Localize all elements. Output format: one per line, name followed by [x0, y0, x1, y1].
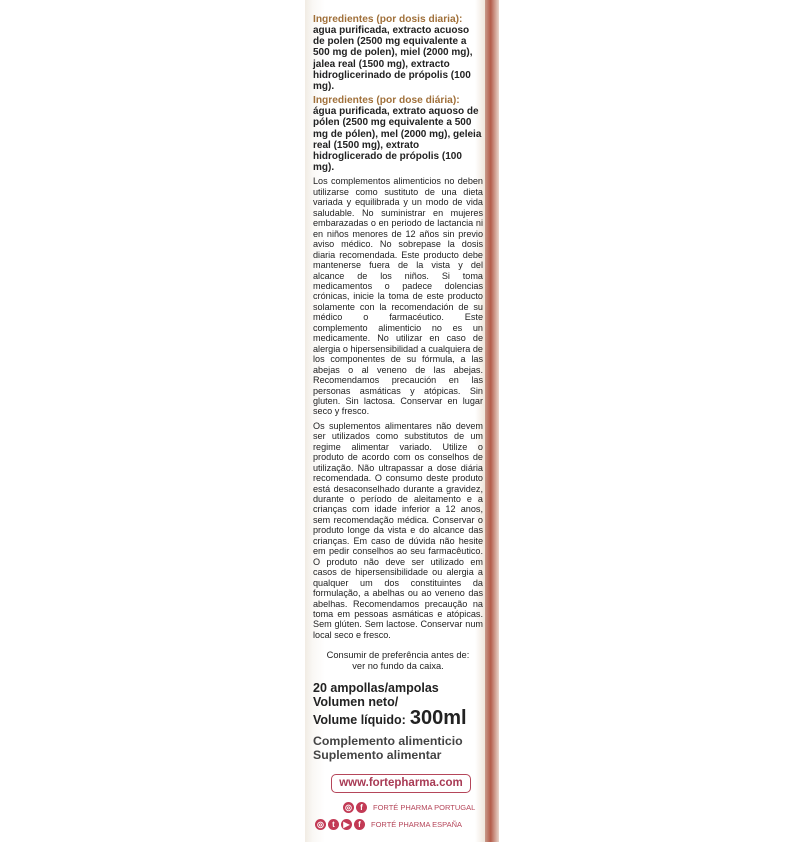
- social-label-portugal: FORTÉ PHARMA PORTUGAL: [373, 803, 476, 813]
- ingredients-title-es: Ingredientes (por dosis diaria):: [313, 14, 463, 25]
- ingredients-es: [313, 14, 483, 92]
- product-type-pt: Suplemento alimentar: [313, 747, 442, 762]
- warnings-pt: Os suplementos alimentares não devem ser utilizados como substitutos de um regime alimentar variado. Utilize o produto de acordo com os conselhos de utilização. Não ultrapassar a dose diária recomendada. O consumo deste produto está desaconselhado durante a gravidez, durante o período de aleitamento e a crianças com idade inferior a 12 anos, sem recomendação médica. Conservar o produto longe da vista e do alcance das crianças. Em caso de dúvida não hesite em pedir conselhos ao seu farmacêutico. O produto não deve ser utilizado em casos de hipersensibilidade ou alergia a qualquer um dos constituintes da formulação, a abelhas ou ao veneno das abelhas. Recomendamos precaução na toma em pessoas asmáticas e atópicas. Sem glúten. Sem lactose. Conservar num local seco e fresco.: [313, 420, 483, 640]
- social-portugal: [343, 802, 483, 813]
- ingredients-body-pt: água purificada, extrato aquoso de pólen (2500 mg equivalente a 500 mg de pólen), mel (2000 mg), geleia real (1500 mg), extrato hidroglicerado de própolis (100 mg).: [313, 106, 482, 174]
- instagram-icon[interactable]: ◎: [343, 802, 354, 813]
- ingredients-body-es: agua purificada, extracto acuoso de polen (2500 mg equivalente a 500 mg de polen), miel (2000 mg), jalea real (1500 mg), extracto hidroglicerinado de própolis (100 mg).: [313, 25, 473, 93]
- social-label-espana: FORTÉ PHARMA ESPAÑA: [371, 820, 462, 830]
- net-volume-label-pt: Volume líquido:: [313, 713, 406, 728]
- instagram-icon[interactable]: ◎: [315, 819, 326, 830]
- net-volume-label-es: Volumen neto/: [313, 695, 399, 710]
- package-edge: [485, 0, 499, 842]
- product-type-es: Complemento alimenticio: [313, 734, 463, 749]
- product-type: [313, 735, 483, 762]
- ampoule-count: 20 ampollas/ampolas: [313, 681, 439, 696]
- format-block: [313, 681, 483, 729]
- facebook-icon[interactable]: f: [356, 802, 367, 813]
- twitter-icon[interactable]: t: [328, 819, 339, 830]
- ingredients-pt: [313, 95, 483, 173]
- best-before: [313, 650, 483, 671]
- net-volume-row: [313, 709, 483, 729]
- website-link[interactable]: www.fortepharma.com: [331, 774, 471, 793]
- label-content: [313, 14, 483, 830]
- ingredients-title-pt: Ingredientes (por dose diária):: [313, 95, 460, 107]
- social-espana: [315, 819, 483, 830]
- youtube-icon[interactable]: ▶: [341, 819, 352, 830]
- net-volume-value: 300ml: [409, 707, 467, 730]
- facebook-icon[interactable]: f: [354, 819, 365, 830]
- best-before-line-2: ver no fundo da caixa.: [352, 660, 444, 671]
- warnings-es: Los complementos alimenticios no deben utilizarse como sustituto de una dieta variada y equilibrada y un modo de vida saludable. No suministrar en mujeres embarazadas o en periodo de lactancia ni en niños menores de 12 años sin previo aviso médico. No sobrepase la dosis diaria recomendada. Este producto debe mantenerse fuera de la vista y del alcance de los niños. Si toma medicamentos o padece dolencias crónicas, inicie la toma de este producto solamente con la recomendación de su médico o farmacéutico. Este complemento alimenticio no es un medicamente. No utilizar en caso de alergia o hipersensibilidad a cualquiera de los componentes de su fórmula, a las abejas o al veneno de las abejas. Recomendamos precaución en las personas asmáticas y atópicas. Sin gluten. Sin lactosa. Conservar en lugar seco y fresco.: [313, 176, 483, 417]
- best-before-line-1: Consumir de preferência antes de:: [326, 650, 470, 661]
